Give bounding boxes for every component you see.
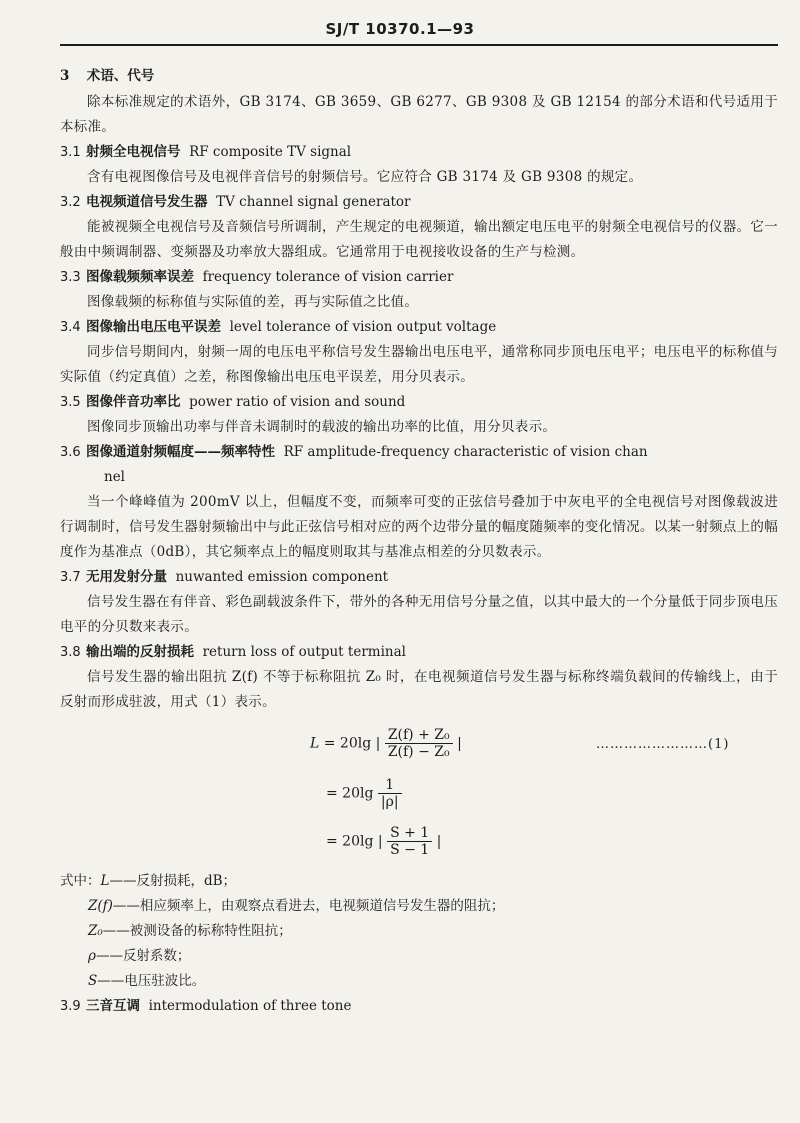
formula-fraction-1: [385, 727, 453, 760]
term-en: level tolerance of vision output voltage: [229, 319, 497, 335]
legend-symbol: L: [100, 873, 110, 889]
fraction-numerator: 1: [378, 777, 402, 794]
formula-line-2: [326, 777, 402, 810]
term-en: RF composite TV signal: [189, 144, 352, 160]
legend-row: [60, 944, 778, 969]
term-definition: 信号发生器的输出阻抗 Z(f) 不等于标称阻抗 Z₀ 时，在电视频道信号发生器与标称终端负载间的传输线上，由于反射而形成驻波，用式（1）表示。: [60, 669, 778, 710]
fraction-denominator: |ρ|: [380, 794, 399, 810]
formula-fraction-2: [378, 777, 402, 810]
term-heading: [60, 140, 778, 165]
term-definition: 含有电视图像信号及电视伴音信号的射频信号。它应符合 GB 3174 及 GB 9308 的规定。: [87, 169, 643, 185]
term-zh: 输出端的反射损耗: [86, 644, 194, 660]
legend-row: [60, 894, 778, 919]
legend-description: ——反射损耗，dB；: [109, 873, 237, 889]
section-title: 术语、代号: [86, 68, 155, 84]
term-heading: [60, 640, 778, 665]
legend-description: ——电压驻波比。: [97, 973, 206, 989]
term-zh: 图像输出电压电平误差: [86, 319, 221, 335]
term-en-continuation: nel: [104, 469, 126, 485]
term-number: 3.9: [60, 999, 81, 1014]
term-heading: [60, 315, 778, 340]
term-definition: 能被视频全电视信号及音频信号所调制，产生规定的电视频道，输出额定电压电平的射频全电视信号的仪器。它一般由中频调制器、变频器及功率放大器组成。它通常用于电视接收设备的生产与检测。: [60, 219, 778, 260]
legend-description: ——被测设备的标称特性阻抗；: [102, 923, 292, 939]
term-zh: 三音互调: [86, 998, 140, 1014]
term-zh: 电视频道信号发生器: [86, 194, 208, 210]
return-loss-formula: [60, 721, 778, 869]
term-heading: [60, 994, 778, 1019]
term-definition: 图像载频的标称值与实际值的差，再与实际值之比值。: [87, 294, 419, 310]
legend-row: [60, 969, 778, 994]
fraction-denominator: S − 1: [390, 842, 430, 858]
fraction-numerator: S + 1: [387, 825, 432, 842]
term-number: 3.1: [60, 145, 81, 160]
section-heading: [60, 62, 778, 90]
term-number: 3.3: [60, 270, 81, 285]
term-definition: 当一个峰峰值为 200mV 以上，但幅度不变，而频率可变的正弦信号叠加于中灰电平的全电视信号对图像载波进行调制时，信号发生器射频输出中与此正弦信号相对应的两个边带分量的幅度随频率的变化情况。以某一射频点上的幅度作为基准点（0dB），其它频率点上的幅度则取其与基准点相差的分贝数表示。: [60, 494, 778, 560]
term-number: 3.4: [60, 320, 81, 335]
term-number: 3.2: [60, 195, 81, 210]
header-rule: [60, 44, 778, 46]
term-definition: 图像同步顶输出功率与伴音未调制时的载波的输出功率的比值，用分贝表示。: [87, 419, 557, 435]
term-zh: 图像伴音功率比: [86, 394, 181, 410]
formula-line-1: [310, 727, 462, 760]
term-number: 3.8: [60, 645, 81, 660]
term-zh: 图像载频频率误差: [86, 269, 194, 285]
legend-description: ——反射系数；: [95, 948, 191, 964]
legend-description: ——相应频率上，由观察点看进去，电视频道信号发生器的阻抗；: [112, 898, 505, 914]
legend-row: [60, 919, 778, 944]
term-heading: [60, 565, 778, 590]
term-heading: [60, 190, 778, 215]
term-number: 3.5: [60, 395, 81, 410]
formula-eq3-suffix: |: [436, 833, 442, 850]
term-en: TV channel signal generator: [216, 194, 411, 210]
document-body: [60, 62, 778, 1019]
term-zh: 图像通道射频幅度——频率特性: [86, 444, 275, 460]
legend-symbol: S: [88, 973, 98, 989]
section-number: 3: [60, 68, 70, 84]
legend-lead: 式中：: [60, 873, 101, 889]
term-en: RF amplitude-frequency characteristic of vision chan: [283, 444, 648, 460]
term-definition: 同步信号期间内，射频一周的电压电平称信号发生器输出电压电平，通常称同步顶电压电平；电压电平的标称值与实际值（约定真值）之差，称图像输出电压电平误差，用分贝表示。: [60, 344, 778, 385]
formula-number: ……………………(1): [596, 737, 730, 752]
term-number: 3.7: [60, 570, 81, 585]
formula-eq1-suffix: |: [457, 735, 462, 752]
term-heading: [60, 265, 778, 290]
term-number: 3.6: [60, 445, 81, 460]
legend-symbol: ρ: [88, 948, 96, 964]
formula-fraction-3: [387, 825, 432, 858]
intro-paragraph: 除本标准规定的术语外，GB 3174、GB 3659、GB 6277、GB 9308 及 GB 12154 的部分术语和代号适用于本标准。: [60, 94, 778, 135]
formula-eq1-prefix: = 20lg |: [323, 735, 381, 752]
term-zh: 无用发射分量: [86, 569, 167, 585]
fraction-numerator: Z(f) + Z₀: [385, 727, 453, 744]
term-en: return loss of output terminal: [202, 644, 406, 660]
term-heading: [60, 390, 778, 415]
fraction-denominator: Z(f) − Z₀: [387, 744, 450, 760]
term-en: frequency tolerance of vision carrier: [202, 269, 454, 285]
legend-symbol: Z(f): [88, 898, 113, 914]
legend-row: [60, 869, 778, 894]
formula-eq2-prefix: = 20lg: [326, 785, 374, 802]
standard-code-header: SJ/T 10370.1—93: [325, 20, 475, 38]
term-zh: 射频全电视信号: [86, 144, 181, 160]
term-en: intermodulation of three tone: [148, 998, 352, 1014]
term-en: power ratio of vision and sound: [189, 394, 406, 410]
legend-symbol: Z₀: [88, 923, 103, 939]
formula-line-3: [326, 825, 441, 858]
formula-eq3-prefix: = 20lg |: [326, 833, 383, 850]
symbol-legend: [60, 869, 778, 994]
term-definition: 信号发生器在有伴音、彩色副载波条件下，带外的各种无用信号分量之值，以其中最大的一个分量低于同步顶电压电平的分贝数来表示。: [60, 594, 778, 635]
formula-lhs: L: [310, 735, 320, 752]
term-heading: [60, 440, 778, 465]
term-en: nuwanted emission component: [175, 569, 389, 585]
